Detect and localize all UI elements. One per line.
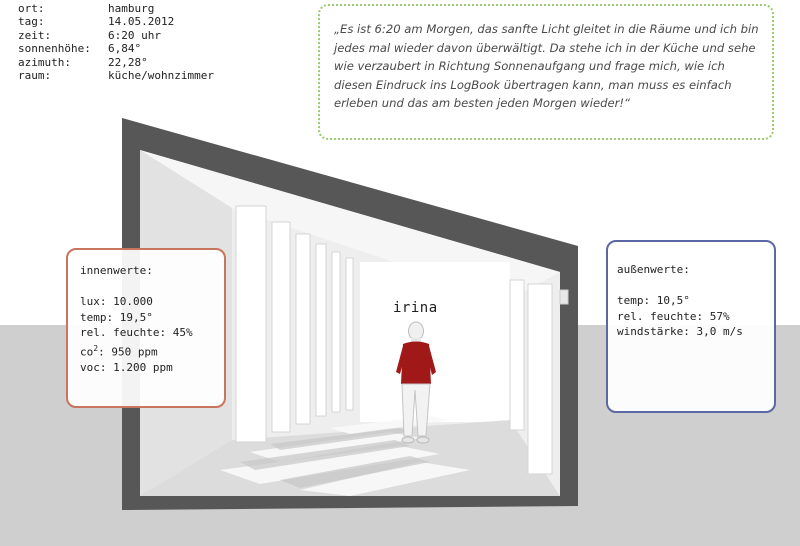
quote-box: [318, 4, 774, 140]
meta-value: 6:20 uhr: [108, 28, 161, 42]
meta-value: 14.05.2012: [108, 15, 175, 29]
outdoor-wind: windstärke: 3,0 m/s: [617, 325, 743, 339]
indoor-temp: temp: 19,5°: [80, 310, 153, 324]
indoor-humidity: rel. feuchte: 45%: [80, 326, 193, 340]
meta-value: küche/wohnzimmer: [108, 69, 214, 83]
quote-text: „Es ist 6:20 am Morgen, das sanfte Licht gleitet in die Räume und ich bin jedes mal wieder davon überwältigt. Da stehe ich in der Küche und sehe wie verzaubert in Richtung Sonnenaufgang und frage mich, wie ich diesen Eindruck ins LogBook übertragen kann, man muss es einfach erleben und das am besten jeden Morgen wieder!“: [334, 22, 759, 111]
meta-row: [18, 29, 214, 42]
meta-key: zeit:: [18, 28, 52, 42]
indoor-co2: [80, 341, 224, 360]
indoor-values-box: [66, 248, 226, 408]
indoor-lux: lux: 10.000: [80, 295, 153, 309]
meta-row: [18, 69, 214, 82]
meta-row: [18, 2, 214, 15]
meta-key: raum:: [18, 69, 52, 83]
meta-value: 6,84°: [108, 42, 142, 56]
indoor-title: innenwerte:: [80, 264, 153, 277]
meta-key: ort:: [18, 2, 45, 15]
back-wall: [360, 262, 510, 422]
co2-value: : 950 ppm: [98, 345, 158, 359]
meta-row: [18, 42, 214, 55]
outdoor-values-box: [606, 240, 776, 413]
outdoor-temp: temp: 10,5°: [617, 294, 690, 308]
figure-label: irina: [393, 300, 438, 316]
meta-key: azimuth:: [18, 55, 71, 69]
meta-row: [18, 56, 214, 69]
window-slats: [560, 290, 568, 304]
co2-prefix: co: [80, 345, 94, 359]
meta-key: tag:: [18, 15, 45, 29]
co2-subscript: 2: [93, 343, 99, 353]
meta-value: hamburg: [108, 2, 155, 15]
meta-row: [18, 15, 214, 28]
outdoor-humidity: rel. feuchte: 57%: [617, 309, 730, 323]
metadata-list: [18, 2, 214, 82]
meta-key: sonnenhöhe:: [18, 42, 91, 56]
indoor-voc: voc: 1.200 ppm: [80, 361, 173, 375]
outdoor-title: außenwerte:: [617, 263, 690, 276]
meta-value: 22,28°: [108, 55, 148, 69]
